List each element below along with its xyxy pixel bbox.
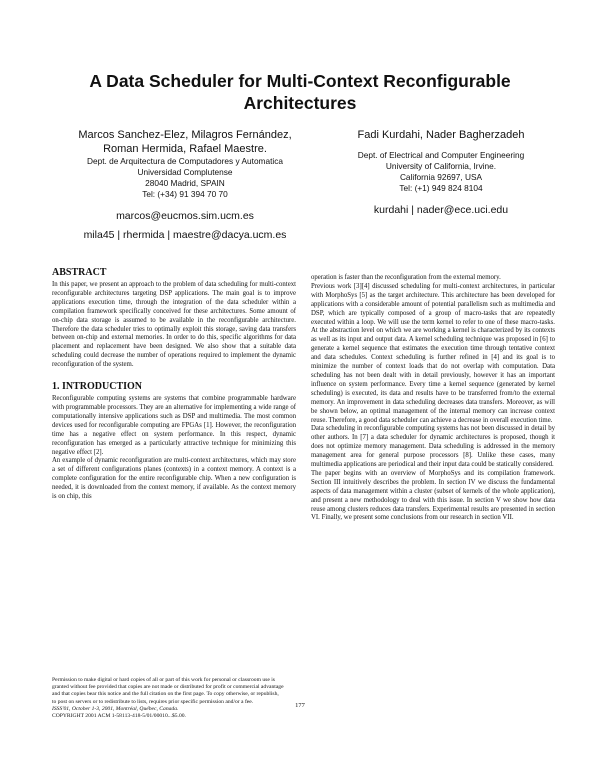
author-affiliation: 28040 Madrid, SPAIN <box>145 178 225 188</box>
conference-info: ISSS'01, October 1-3, 2001, Montréal, Québec, Canada. <box>52 705 179 712</box>
intro-paragraph: An example of dynamic reconfiguration are multi-context architectures, which may store a set of different configurations planes (contexts) in a context memory. A context is a complete configuration for the entire reconfigurable chip. When a new configuration is needed, it is downloaded from the context memory, if available. As the context memory is on chip, this <box>52 457 296 501</box>
author-affiliation: California 92697, USA <box>399 172 483 182</box>
left-column <box>52 267 296 502</box>
body-paragraph: operation is faster than the reconfiguration from the external memory. <box>311 274 501 281</box>
body-paragraph: The paper begins with an overview of MorphoSys and its compilation framework. Section III intuitively describes the problem. In section IV we discuss the fundamental aspects of data management within a cluster (subset of kernels of the whole application), and present a new methodology to deal with this issue. In section V we show how data reuse among clusters reduces data transfers. Experimental results are presented in section VI. Finally, we present some conclusions from our research in section VII. <box>311 469 555 522</box>
abstract-text: In this paper, we present an approach to the problem of data scheduling for multi-context reconfigurable architectures targeting DSP applications. The main goal is to improve applications execution time, through the integration of the data scheduler within a compilation framework specifically conceived for these architectures. Some amount of on-chip data storage is assumed to be available in the reconfigurable architecture. Therefore the data scheduler tries to optimally exploit this storage, saving data transfers between on-chip and external memories. In order to do this, specific algorithms for data placement and replacement have been designed. We also show that a suitable data scheduling could decrease the number of operations required to implement the dynamic reconfiguration of the system. <box>52 281 296 369</box>
body-paragraph: Previous work [3][4] discussed scheduling for multi-context architectures, in particular with MorphoSys [5] as the target architecture. This architecture has been developed for applications with a considerable amount of potential parallelism such as multimedia and DSP, which are typically composed of a group of macro-tasks that are repeatedly executed within a loop. We will use the term kernel to refer to one of these macro-tasks. At the abstraction level on which we are working a kernel is characterized by its contexts as well as its input and output data. A kernel scheduling technique was proposed in [6] to generate a kernel sequence that estimates the execution time through tentative context and data schedules. Context scheduling is further refined in [4] and its goal is to minimize the number of context loads that do not overlap with computation. Data scheduling has not been dealt with in detail previously, however it has an important influence on system performance. Every time a kernel sequence (generated by kernel scheduling) is executed, its data and results have to be transferred from/to the external memory. An improvement in data scheduling decreases data transfers. Moreover, as will be shown below, an optimal management of the internal memory can increase context reuse. Therefore, a good data scheduler can achieve a decrease in overall execution time. <box>311 282 555 424</box>
author-email: kurdahi | nader@ece.uci.edu <box>373 204 509 216</box>
author-affiliation: Universidad Complutense <box>137 167 233 177</box>
body-paragraph: Data scheduling in reconfigurable computing systems has not been discussed in detail by other authors. In [7] a data scheduler for dynamic architectures is proposed, though it does not optimize memory management. Data scheduling is addressed in the memory management area for general purpose processors [8]. Unlike these cases, many multimedia applications are periodical and their input data could be statically considered. <box>311 425 555 469</box>
author-names: Fadi Kurdahi, Nader Bagherzadeh <box>357 129 525 141</box>
author-affiliation: Dept. of Electrical and Computer Engineering <box>357 150 525 160</box>
copyright-footnote <box>52 677 284 720</box>
permission-notice: Permission to make digital or hard copies of all or part of this work for personal or classroom use is granted without fee provided that copies are not made or distributed for profit or commercial advantage and that copies bear this notice and the full citation on the first page. To copy otherwise, or republish, to post on servers or to redistribute to lists, requires prior specific permission and/or a fee. <box>52 677 284 705</box>
author-affiliation: Tel: (+34) 91 394 70 70 <box>142 189 228 199</box>
author-block-right <box>316 128 566 217</box>
author-email: marcos@eucmos.sim.ucm.es <box>116 210 254 222</box>
copyright-line: COPYRIGHT 2001 ACM 1-58113-418-5/01/00010...$5.00. <box>52 713 186 720</box>
author-email: mila45 | rhermida | maestre@dacya.ucm.es <box>83 229 287 241</box>
author-affiliation: University of California, Irvine. <box>385 161 497 171</box>
paper-title: A Data Scheduler for Multi-Context Reconfigurable Architectures <box>89 71 511 113</box>
intro-paragraph: Reconfigurable computing systems are systems that combine programmable hardware with programmable processors. They are an alternative for implementing a wide range of computationally intensive applications such as DSP and multimedia. The most common devices used for reconfigurable computing are FPGAs [1]. However, the reconfiguration time has a negative effect on system performance. In this respect, dynamic reconfiguration has emerged as a particularly attractive technique for minimizing this negative effect [2]. <box>52 395 296 456</box>
page-number: 177 <box>295 702 305 709</box>
introduction-heading: 1. INTRODUCTION <box>52 381 143 393</box>
author-affiliation: Dept. de Arquitectura de Computadores y Automatica <box>86 156 283 166</box>
abstract-heading: ABSTRACT <box>52 267 107 278</box>
right-column <box>311 274 555 523</box>
author-names: Marcos Sanchez-Elez, Milagros Fernández, <box>78 129 292 141</box>
author-affiliation: Tel: (+1) 949 824 8104 <box>399 183 483 193</box>
author-block-left <box>50 128 320 242</box>
author-names: Roman Hermida, Rafael Maestre. <box>103 143 267 155</box>
